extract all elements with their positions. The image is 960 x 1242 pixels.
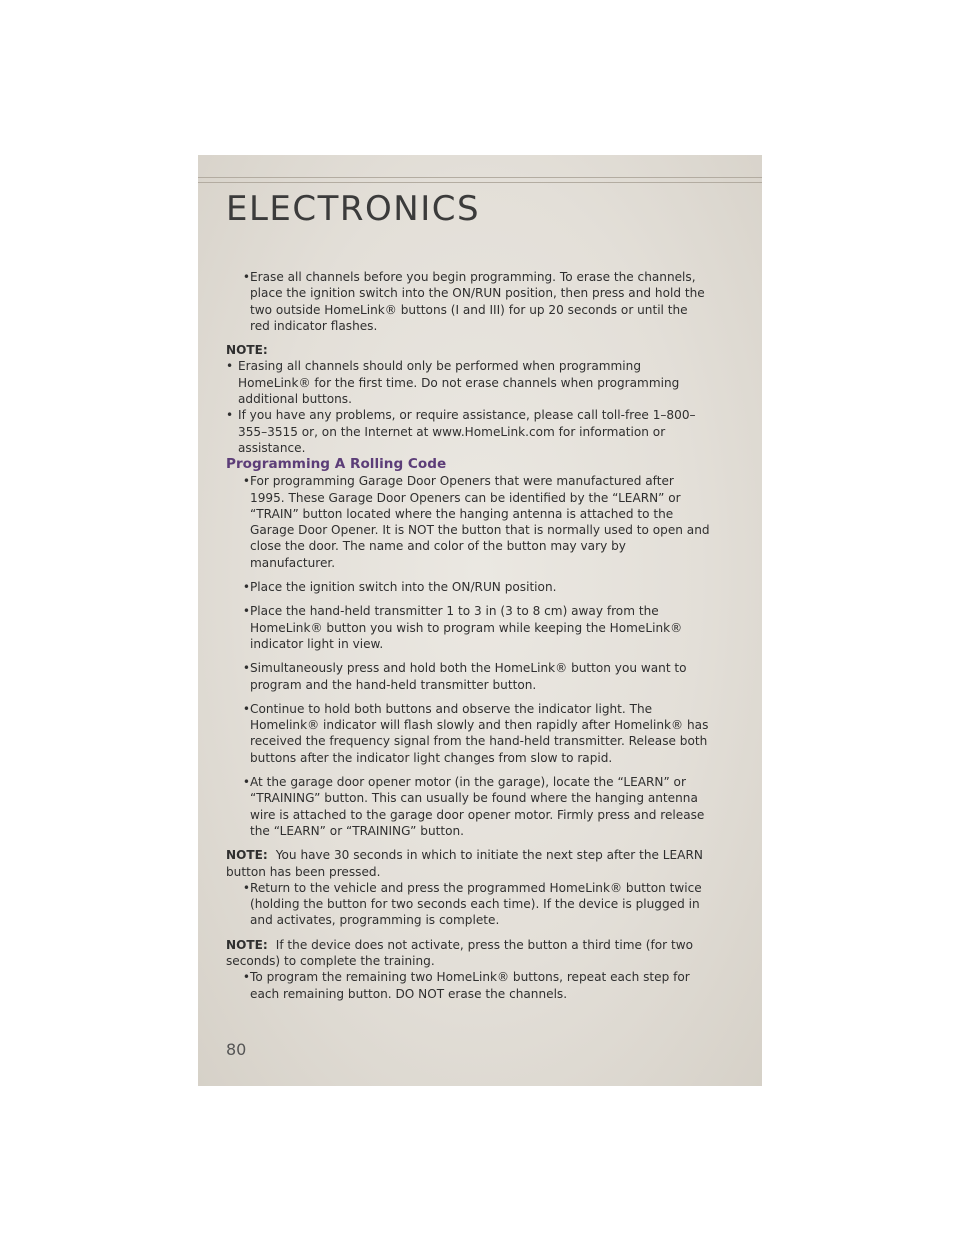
list-item: [226, 269, 711, 334]
note-label: NOTE:: [226, 343, 268, 358]
bullet-symbol: •: [242, 661, 250, 676]
note-text: You have 30 seconds in which to initiate the next step after the LEARN button has been pressed.: [226, 848, 703, 879]
list-item: [226, 603, 711, 652]
note-item-text: If you have any problems, or require assistance, please call toll-free 1–800–355–3515 or, on the Internet at www.HomeLink.com for information or assistance.: [238, 408, 696, 455]
bullet-text: Erase all channels before you begin programming. To erase the channels, place the ignition switch into the ON/RUN position, then press and hold the two outside HomeLink® buttons (I and III) for up 20 seconds or until the red indicator flashes.: [250, 270, 705, 333]
bullet-symbol: •: [242, 880, 250, 895]
bullet-text: Place the ignition switch into the ON/RUN position.: [250, 580, 557, 595]
note-text: If the device does not activate, press the button a third time (for two seconds) to complete the training.: [226, 937, 693, 968]
bullet-text: Return to the vehicle and press the programmed HomeLink® button twice (holding the button for two seconds each time). If the device is plugged in and activates, programming is complete.: [250, 880, 702, 928]
bullet-symbol: •: [226, 359, 234, 374]
bullet-text: At the garage door opener motor (in the garage), locate the “LEARN” or “TRAINING” button. This can usually be found where the hanging antenna wire is attached to the garage door opener motor. Firmly press and release the “LEARN” or “TRAINING” button.: [250, 775, 705, 838]
section-title: ELECTRONICS: [226, 189, 481, 229]
bullet-text: For programming Garage Door Openers that were manufactured after 1995. These Garage Door Openers can be identified by the “LEARN” or “TRAIN” button located where the hanging antenna is attached to the Garage Door Opener. It is NOT the button that is normally used to open and close the door. The name and color of the button may vary by manufacturer.: [250, 474, 710, 570]
list-item: [226, 880, 711, 929]
bullet-text: Continue to hold both buttons and observe the indicator light. The Homelink® indicator will flash slowly and then rapidly after Homelink® has received the frequency signal from the hand-held transmitter. Release both buttons after the indicator light changes from slow to rapid.: [250, 701, 709, 765]
bullet-text: To program the remaining two HomeLink® buttons, repeat each step for each remaining button. DO NOT erase the channels.: [250, 970, 690, 1001]
page-content: [226, 269, 711, 1010]
bullet-symbol: •: [226, 408, 234, 423]
list-item: [226, 701, 711, 766]
bullet-symbol: •: [242, 970, 250, 985]
list-item: [226, 969, 711, 1002]
subsection-heading: Programming A Rolling Code: [226, 456, 447, 473]
list-item: [226, 774, 711, 839]
list-item: [226, 473, 711, 571]
list-item: [226, 407, 711, 456]
bullet-symbol: •: [242, 474, 250, 489]
manual-page: [198, 155, 762, 1086]
header-rule-top: [198, 177, 762, 178]
bullet-symbol: •: [242, 701, 250, 716]
note-label: NOTE:: [226, 937, 268, 952]
header-rule-bottom: [198, 182, 762, 183]
bullet-symbol: •: [242, 270, 250, 284]
note-paragraph: [226, 847, 711, 880]
list-item: [226, 660, 711, 693]
note-item-text: Erasing all channels should only be performed when programming HomeLink® for the first time. Do not erase channels when programming additional buttons.: [238, 359, 680, 407]
page-number: 80: [226, 1040, 247, 1059]
note-paragraph: [226, 937, 711, 970]
list-item: [226, 358, 711, 407]
bullet-symbol: •: [242, 580, 250, 595]
note-label: NOTE:: [226, 848, 268, 863]
bullet-text: Place the hand-held transmitter 1 to 3 in (3 to 8 cm) away from the HomeLink® button you wish to program while keeping the HomeLink® indicator light in view.: [250, 604, 683, 651]
list-item: [226, 579, 711, 595]
bullet-symbol: •: [242, 775, 250, 790]
bullet-symbol: •: [242, 604, 250, 619]
bullet-text: Simultaneously press and hold both the HomeLink® button you want to program and the hand-held transmitter button.: [250, 661, 687, 692]
